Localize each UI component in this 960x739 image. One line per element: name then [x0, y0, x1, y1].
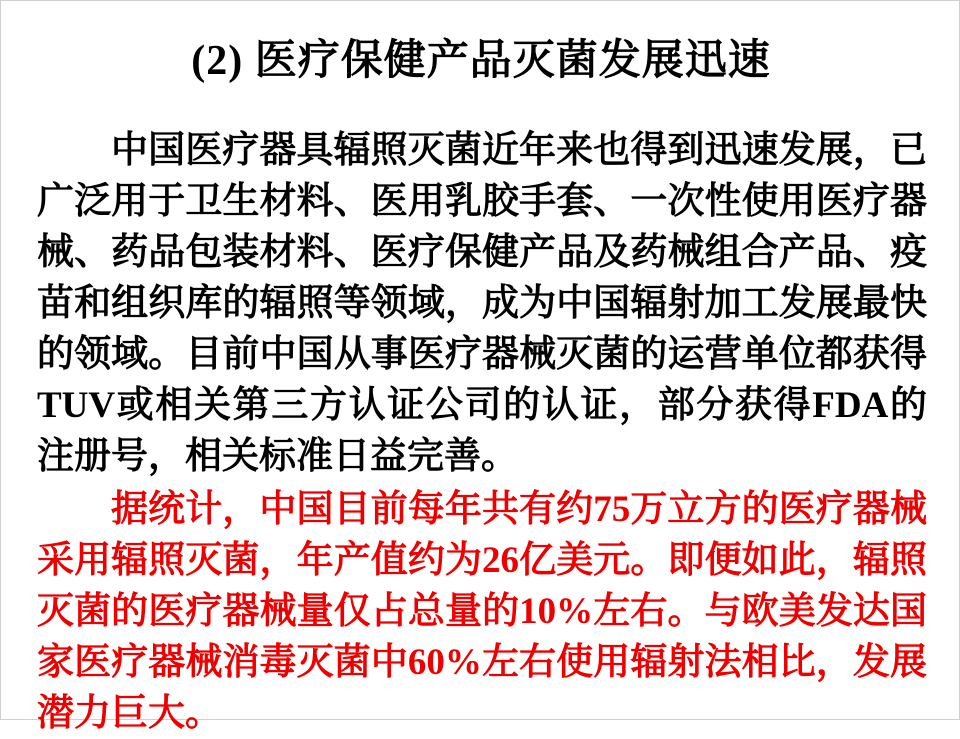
slide-body: [37, 125, 927, 739]
page-title: (2) 医疗保健产品灭菌发展迅速: [191, 38, 771, 84]
paragraph-red: 据统计，中国目前每年共有约75万立方的医疗器械采用辐照灭菌，年产值约为26亿美元。即便如此，辐照灭菌的医疗器械量仅占总量的10%左右。与欧美发达国家医疗器械消毒灭菌中60%左右使用辐射法相比，发展潜力巨大。: [37, 489, 927, 734]
paragraph-black: 中国医疗器具辐照灭菌近年来也得到迅速发展，已广泛用于卫生材料、医用乳胶手套、一次性使用医疗器械、药品包装材料、医疗保健产品及药械组合产品、疫苗和组织库的辐照等领域，成为中国辐射加工发展最快的领域。目前中国从事医疗器械灭菌的运营单位都获得TUV或相关第三方认证公司的认证，部分获得FDA的注册号，相关标准日益完善。: [37, 130, 927, 477]
